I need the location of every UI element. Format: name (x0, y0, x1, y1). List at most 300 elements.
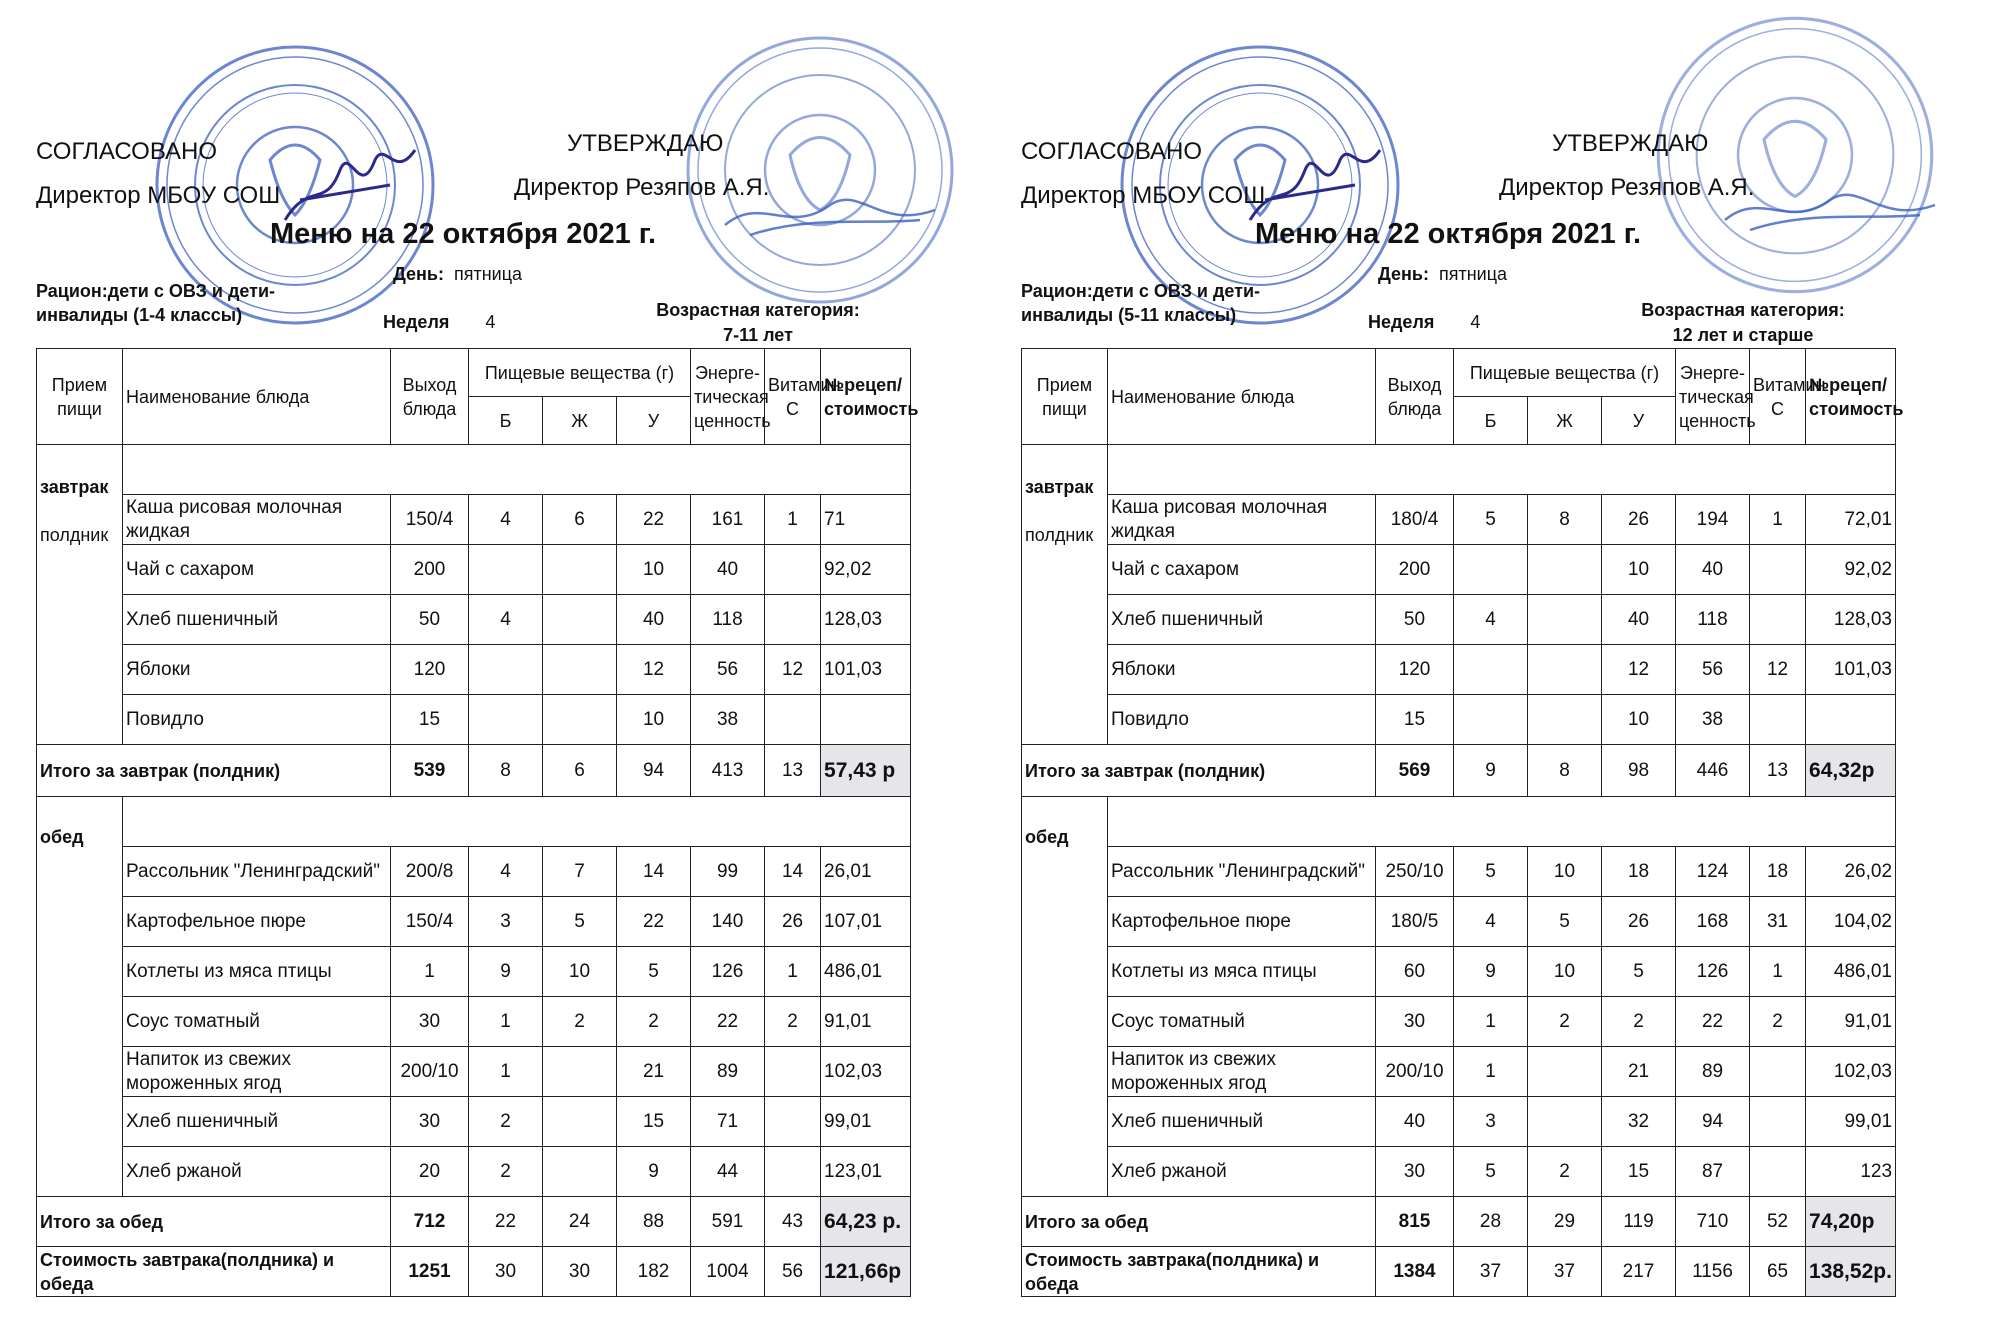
table-row (37, 1047, 911, 1097)
dish-vitamin-c: 2 (765, 997, 821, 1047)
dish-yield: 150/4 (391, 897, 469, 947)
table-header-row (37, 349, 911, 397)
dish-protein: 2 (469, 1147, 543, 1197)
header-dish: Наименование блюда (123, 349, 391, 445)
dish-recipe-cost: 102,03 (821, 1047, 911, 1097)
age-category (648, 298, 868, 348)
dish-vitamin-c: 18 (1750, 847, 1806, 897)
total-energy: 1156 (1676, 1247, 1750, 1297)
day-label: День: (1378, 264, 1429, 284)
meal-lunch: обед (37, 797, 123, 1197)
dish-vitamin-c (765, 1047, 821, 1097)
dish-energy: 38 (691, 695, 765, 745)
dish-energy: 44 (691, 1147, 765, 1197)
dish-fat: 6 (543, 495, 617, 545)
dish-yield: 15 (1376, 695, 1454, 745)
total-b: 28 (1454, 1197, 1528, 1247)
dish-fat: 10 (543, 947, 617, 997)
dish-fat (543, 645, 617, 695)
dish-fat: 10 (1528, 847, 1602, 897)
dish-recipe-cost: 123 (1806, 1147, 1896, 1197)
dish-name: Хлеб пшеничный (123, 595, 391, 645)
dish-recipe-cost: 107,01 (821, 897, 911, 947)
age-category-value: 12 лет и старше (1672, 325, 1814, 345)
dish-vitamin-c (1750, 595, 1806, 645)
dish-carbs: 15 (1602, 1147, 1676, 1197)
meal-breakfast (1022, 445, 1108, 745)
dish-protein: 2 (469, 1097, 543, 1147)
official-round-stamp-2 (680, 30, 960, 310)
menu-document-left (0, 0, 950, 1324)
dish-vitamin-c (1750, 1097, 1806, 1147)
dish-fat (543, 1097, 617, 1147)
header-protein: Б (1454, 397, 1528, 445)
total-u: 119 (1602, 1197, 1676, 1247)
total-vitc: 65 (1750, 1247, 1806, 1297)
total-price: 121,66р (821, 1247, 911, 1297)
total-yield: 1251 (391, 1247, 469, 1297)
dish-vitamin-c (765, 695, 821, 745)
dish-name: Повидло (1108, 695, 1376, 745)
dish-name: Чай с сахаром (123, 545, 391, 595)
section-spacer (123, 445, 911, 495)
dish-carbs: 26 (1602, 897, 1676, 947)
dish-carbs: 2 (617, 997, 691, 1047)
dish-recipe-cost: 91,01 (1806, 997, 1896, 1047)
age-category-label: Возрастная категория: (1641, 300, 1845, 320)
page-title: Меню на 22 октября 2021 г. (1255, 218, 1642, 250)
age-category-value: 7-11 лет (723, 325, 793, 345)
header-nutrients: Пищевые вещества (г) (1454, 349, 1676, 397)
dish-vitamin-c (1750, 695, 1806, 745)
dish-carbs: 40 (617, 595, 691, 645)
dish-energy: 99 (691, 847, 765, 897)
dish-carbs: 5 (617, 947, 691, 997)
total-zh: 6 (543, 745, 617, 797)
dish-protein: 4 (1454, 595, 1528, 645)
dish-name: Каша рисовая молочная жидкая (123, 495, 391, 545)
week-info (1368, 312, 1480, 333)
lunch-total-row (1022, 1197, 1896, 1247)
dish-fat: 7 (543, 847, 617, 897)
total-vitc: 13 (765, 745, 821, 797)
dish-recipe-cost: 26,02 (1806, 847, 1896, 897)
dish-recipe-cost: 486,01 (1806, 947, 1896, 997)
menu-table (1021, 348, 1904, 1297)
dish-yield: 180/5 (1376, 897, 1454, 947)
total-u: 217 (1602, 1247, 1676, 1297)
approve-director: Директор Резяпов А.Я. (514, 174, 770, 201)
header-meal: Прием пищи (37, 349, 123, 445)
lunch-total-row (37, 1197, 911, 1247)
dish-name: Котлеты из мяса птицы (123, 947, 391, 997)
dish-energy: 140 (691, 897, 765, 947)
dish-fat (543, 1147, 617, 1197)
header-carbs: У (1602, 397, 1676, 445)
header-protein: Б (469, 397, 543, 445)
dish-yield: 15 (391, 695, 469, 745)
approve-director: Директор Резяпов А.Я. (1499, 174, 1755, 201)
dish-recipe-cost: 128,03 (1806, 595, 1896, 645)
dish-energy: 126 (691, 947, 765, 997)
dish-protein (469, 695, 543, 745)
day-info (393, 264, 522, 285)
dish-vitamin-c: 1 (1750, 495, 1806, 545)
dish-name: Соус томатный (123, 997, 391, 1047)
table-row (1022, 897, 1896, 947)
total-energy: 446 (1676, 745, 1750, 797)
dish-yield: 30 (1376, 997, 1454, 1047)
dish-recipe-cost: 486,01 (821, 947, 911, 997)
day-value: пятница (1439, 264, 1508, 284)
table-row (1022, 495, 1896, 545)
total-u: 182 (617, 1247, 691, 1297)
dish-yield: 180/4 (1376, 495, 1454, 545)
meal-label-breakfast: завтрак (1025, 477, 1094, 497)
total-label: Итого за обед (37, 1197, 391, 1247)
dish-vitamin-c: 1 (765, 947, 821, 997)
dish-recipe-cost: 99,01 (1806, 1097, 1896, 1147)
dish-fat (1528, 695, 1602, 745)
section-spacer (123, 797, 911, 847)
agreed-director-text: Директор МБОУ СОШ (1021, 182, 1266, 209)
header-fat: Ж (543, 397, 617, 445)
header-dish: Наименование блюда (1108, 349, 1376, 445)
dish-vitamin-c: 12 (765, 645, 821, 695)
total-label: Стоимость завтрака(полдника) и обеда (1022, 1247, 1376, 1297)
dish-energy: 38 (1676, 695, 1750, 745)
total-yield: 539 (391, 745, 469, 797)
dish-vitamin-c (765, 1097, 821, 1147)
dish-protein: 5 (1454, 495, 1528, 545)
dish-yield: 40 (1376, 1097, 1454, 1147)
dish-recipe-cost: 92,02 (821, 545, 911, 595)
total-energy: 1004 (691, 1247, 765, 1297)
total-energy: 591 (691, 1197, 765, 1247)
section-spacer (1108, 445, 1896, 495)
dish-recipe-cost: 72,01 (1806, 495, 1896, 545)
dish-fat: 8 (1528, 495, 1602, 545)
table-row (37, 947, 911, 997)
dish-yield: 150/4 (391, 495, 469, 545)
dish-carbs: 2 (1602, 997, 1676, 1047)
dish-carbs: 21 (617, 1047, 691, 1097)
dish-name: Яблоки (123, 645, 391, 695)
menu-document-right (985, 0, 1935, 1324)
dish-vitamin-c: 12 (1750, 645, 1806, 695)
table-row (37, 545, 911, 595)
header-recipe-cost: №рецеп/стоимость (821, 349, 911, 445)
dish-vitamin-c: 2 (1750, 997, 1806, 1047)
week-info (383, 312, 495, 333)
dish-carbs: 32 (1602, 1097, 1676, 1147)
dish-vitamin-c (765, 1147, 821, 1197)
dish-protein: 4 (469, 595, 543, 645)
table-row (37, 997, 911, 1047)
dish-energy: 94 (1676, 1097, 1750, 1147)
table-row (1022, 1147, 1896, 1197)
dish-energy: 56 (1676, 645, 1750, 695)
dish-name: Картофельное пюре (123, 897, 391, 947)
total-vitc: 43 (765, 1197, 821, 1247)
dish-fat (543, 595, 617, 645)
dish-fat (1528, 645, 1602, 695)
dish-fat: 2 (1528, 997, 1602, 1047)
section-spacer (1108, 797, 1896, 847)
total-energy: 710 (1676, 1197, 1750, 1247)
dish-yield: 20 (391, 1147, 469, 1197)
dish-carbs: 26 (1602, 495, 1676, 545)
dish-recipe-cost (821, 695, 911, 745)
week-value: 4 (1470, 312, 1481, 332)
table-row (1022, 545, 1896, 595)
dish-recipe-cost: 26,01 (821, 847, 911, 897)
dish-yield: 250/10 (1376, 847, 1454, 897)
dish-energy: 126 (1676, 947, 1750, 997)
dish-yield: 30 (1376, 1147, 1454, 1197)
dish-recipe-cost: 101,03 (821, 645, 911, 695)
dish-carbs: 12 (1602, 645, 1676, 695)
dish-carbs: 10 (617, 545, 691, 595)
header-yield: Выход блюда (1376, 349, 1454, 445)
dish-yield: 200 (1376, 545, 1454, 595)
section-row-lunch (37, 797, 911, 847)
meal-label-breakfast: завтрак (40, 477, 109, 497)
dish-energy: 168 (1676, 897, 1750, 947)
table-row (37, 1147, 911, 1197)
dish-yield: 50 (391, 595, 469, 645)
dish-name: Рассольник "Ленинградский" (123, 847, 391, 897)
agreed-director-text: Директор МБОУ СОШ (36, 182, 281, 209)
day-value: пятница (454, 264, 523, 284)
dish-protein: 1 (1454, 1047, 1528, 1097)
week-label: Неделя (383, 312, 450, 332)
header-energy: Энерге-тическая ценность (691, 349, 765, 445)
total-u: 94 (617, 745, 691, 797)
dish-carbs: 10 (1602, 545, 1676, 595)
header-yield: Выход блюда (391, 349, 469, 445)
total-zh: 29 (1528, 1197, 1602, 1247)
dish-energy: 87 (1676, 1147, 1750, 1197)
header-vitamin-c: Витамин С (1750, 349, 1806, 445)
dish-fat: 10 (1528, 947, 1602, 997)
dish-energy: 161 (691, 495, 765, 545)
breakfast-total-row (1022, 745, 1896, 797)
table-row (1022, 1047, 1896, 1097)
total-yield: 1384 (1376, 1247, 1454, 1297)
dish-yield: 30 (391, 1097, 469, 1147)
dish-protein: 4 (469, 847, 543, 897)
dish-energy: 22 (1676, 997, 1750, 1047)
dish-protein (1454, 545, 1528, 595)
total-yield: 712 (391, 1197, 469, 1247)
dish-carbs: 9 (617, 1147, 691, 1197)
dish-recipe-cost: 91,01 (821, 997, 911, 1047)
table-row (1022, 997, 1896, 1047)
grand-total-row (1022, 1247, 1896, 1297)
dish-name: Картофельное пюре (1108, 897, 1376, 947)
dish-name: Повидло (123, 695, 391, 745)
approve-label: УТВЕРЖДАЮ (1552, 130, 1709, 157)
dish-carbs: 5 (1602, 947, 1676, 997)
dish-name: Хлеб ржаной (1108, 1147, 1376, 1197)
meal-lunch: обед (1022, 797, 1108, 1197)
total-b: 9 (1454, 745, 1528, 797)
total-zh: 24 (543, 1197, 617, 1247)
dish-protein: 3 (469, 897, 543, 947)
dish-recipe-cost: 99,01 (821, 1097, 911, 1147)
dish-yield: 30 (391, 997, 469, 1047)
total-vitc: 13 (1750, 745, 1806, 797)
dish-name: Хлеб ржаной (123, 1147, 391, 1197)
total-price: 74,20р (1806, 1197, 1896, 1247)
total-label: Итого за завтрак (полдник) (37, 745, 391, 797)
header-nutrients: Пищевые вещества (г) (469, 349, 691, 397)
approve-label: УТВЕРЖДАЮ (567, 130, 724, 157)
dish-protein: 1 (469, 1047, 543, 1097)
week-label: Неделя (1368, 312, 1435, 332)
section-row-breakfast (37, 445, 911, 495)
dish-name: Каша рисовая молочная жидкая (1108, 495, 1376, 545)
total-price: 138,52р. (1806, 1247, 1896, 1297)
total-vitc: 56 (765, 1247, 821, 1297)
dish-recipe-cost (1806, 695, 1896, 745)
dish-fat (1528, 595, 1602, 645)
dish-recipe-cost: 71 (821, 495, 911, 545)
dish-carbs: 10 (617, 695, 691, 745)
table-row (1022, 1097, 1896, 1147)
total-zh: 8 (1528, 745, 1602, 797)
table-row (37, 897, 911, 947)
dish-yield: 1 (391, 947, 469, 997)
dish-energy: 40 (691, 545, 765, 595)
menu-table (36, 348, 919, 1297)
dish-protein: 9 (1454, 947, 1528, 997)
dish-energy: 124 (1676, 847, 1750, 897)
total-b: 37 (1454, 1247, 1528, 1297)
dish-yield: 50 (1376, 595, 1454, 645)
total-price: 57,43 р (821, 745, 911, 797)
dish-carbs: 22 (617, 897, 691, 947)
dish-name: Чай с сахаром (1108, 545, 1376, 595)
dish-name: Котлеты из мяса птицы (1108, 947, 1376, 997)
dish-name: Соус томатный (1108, 997, 1376, 1047)
agreed-label: СОГЛАСОВАНО (36, 138, 218, 165)
dish-fat: 2 (1528, 1147, 1602, 1197)
day-label: День: (393, 264, 444, 284)
dish-carbs: 22 (617, 495, 691, 545)
table-row (1022, 695, 1896, 745)
total-yield: 569 (1376, 745, 1454, 797)
dish-yield: 200 (391, 545, 469, 595)
total-price: 64,32р (1806, 745, 1896, 797)
dish-name: Рассольник "Ленинградский" (1108, 847, 1376, 897)
dish-recipe-cost: 101,03 (1806, 645, 1896, 695)
total-yield: 815 (1376, 1197, 1454, 1247)
dish-protein: 9 (469, 947, 543, 997)
dish-energy: 118 (691, 595, 765, 645)
dish-yield: 200/8 (391, 847, 469, 897)
total-vitc: 52 (1750, 1197, 1806, 1247)
age-category-label: Возрастная категория: (656, 300, 860, 320)
dish-protein: 5 (1454, 847, 1528, 897)
dish-energy: 118 (1676, 595, 1750, 645)
total-u: 98 (1602, 745, 1676, 797)
dish-fat (543, 695, 617, 745)
dish-energy: 71 (691, 1097, 765, 1147)
breakfast-total-row (37, 745, 911, 797)
dish-vitamin-c (765, 595, 821, 645)
agreed-director (1021, 182, 1265, 210)
dish-vitamin-c: 14 (765, 847, 821, 897)
dish-energy: 22 (691, 997, 765, 1047)
header-energy: Энерге-тическая ценность (1676, 349, 1750, 445)
meal-breakfast (37, 445, 123, 745)
table-row (1022, 847, 1896, 897)
dish-protein: 3 (1454, 1097, 1528, 1147)
dish-yield: 60 (1376, 947, 1454, 997)
total-label: Итого за обед (1022, 1197, 1376, 1247)
day-info (1378, 264, 1507, 285)
dish-fat (1528, 1097, 1602, 1147)
dish-vitamin-c: 1 (765, 495, 821, 545)
age-category (1633, 298, 1853, 348)
dish-protein (1454, 645, 1528, 695)
dish-vitamin-c (1750, 1147, 1806, 1197)
dish-name: Напиток из свежих мороженных ягод (123, 1047, 391, 1097)
dish-fat: 2 (543, 997, 617, 1047)
dish-vitamin-c (1750, 545, 1806, 595)
table-row (1022, 595, 1896, 645)
table-header-row (1022, 349, 1896, 397)
dish-name: Напиток из свежих мороженных ягод (1108, 1047, 1376, 1097)
total-label: Итого за завтрак (полдник) (1022, 745, 1376, 797)
agreed-label: СОГЛАСОВАНО (1021, 138, 1203, 165)
dish-energy: 40 (1676, 545, 1750, 595)
total-b: 22 (469, 1197, 543, 1247)
dish-protein: 5 (1454, 1147, 1528, 1197)
dish-carbs: 14 (617, 847, 691, 897)
dish-recipe-cost: 92,02 (1806, 545, 1896, 595)
section-row-lunch (1022, 797, 1896, 847)
header-fat: Ж (1528, 397, 1602, 445)
dish-fat (543, 545, 617, 595)
dish-fat: 5 (1528, 897, 1602, 947)
dish-energy: 194 (1676, 495, 1750, 545)
table-row (37, 847, 911, 897)
dish-protein (469, 645, 543, 695)
total-zh: 37 (1528, 1247, 1602, 1297)
table-row (37, 495, 911, 545)
page-title: Меню на 22 октября 2021 г. (270, 218, 657, 250)
ration-label: Рацион:дети с ОВЗ и дети-инвалиды (5-11 классы) (1021, 281, 1261, 325)
header-vitamin-c: Витамин С (765, 349, 821, 445)
dish-vitamin-c: 26 (765, 897, 821, 947)
dish-carbs: 15 (617, 1097, 691, 1147)
ration-label: Рацион:дети с ОВЗ и дети-инвалиды (1-4 классы) (36, 281, 276, 325)
dish-name: Хлеб пшеничный (123, 1097, 391, 1147)
total-zh: 30 (543, 1247, 617, 1297)
dish-fat: 5 (543, 897, 617, 947)
dish-yield: 120 (1376, 645, 1454, 695)
total-price: 64,23 р. (821, 1197, 911, 1247)
grand-total-row (37, 1247, 911, 1297)
dish-energy: 89 (1676, 1047, 1750, 1097)
table-row (37, 645, 911, 695)
dish-recipe-cost: 104,02 (1806, 897, 1896, 947)
dish-carbs: 10 (1602, 695, 1676, 745)
dish-name: Хлеб пшеничный (1108, 595, 1376, 645)
